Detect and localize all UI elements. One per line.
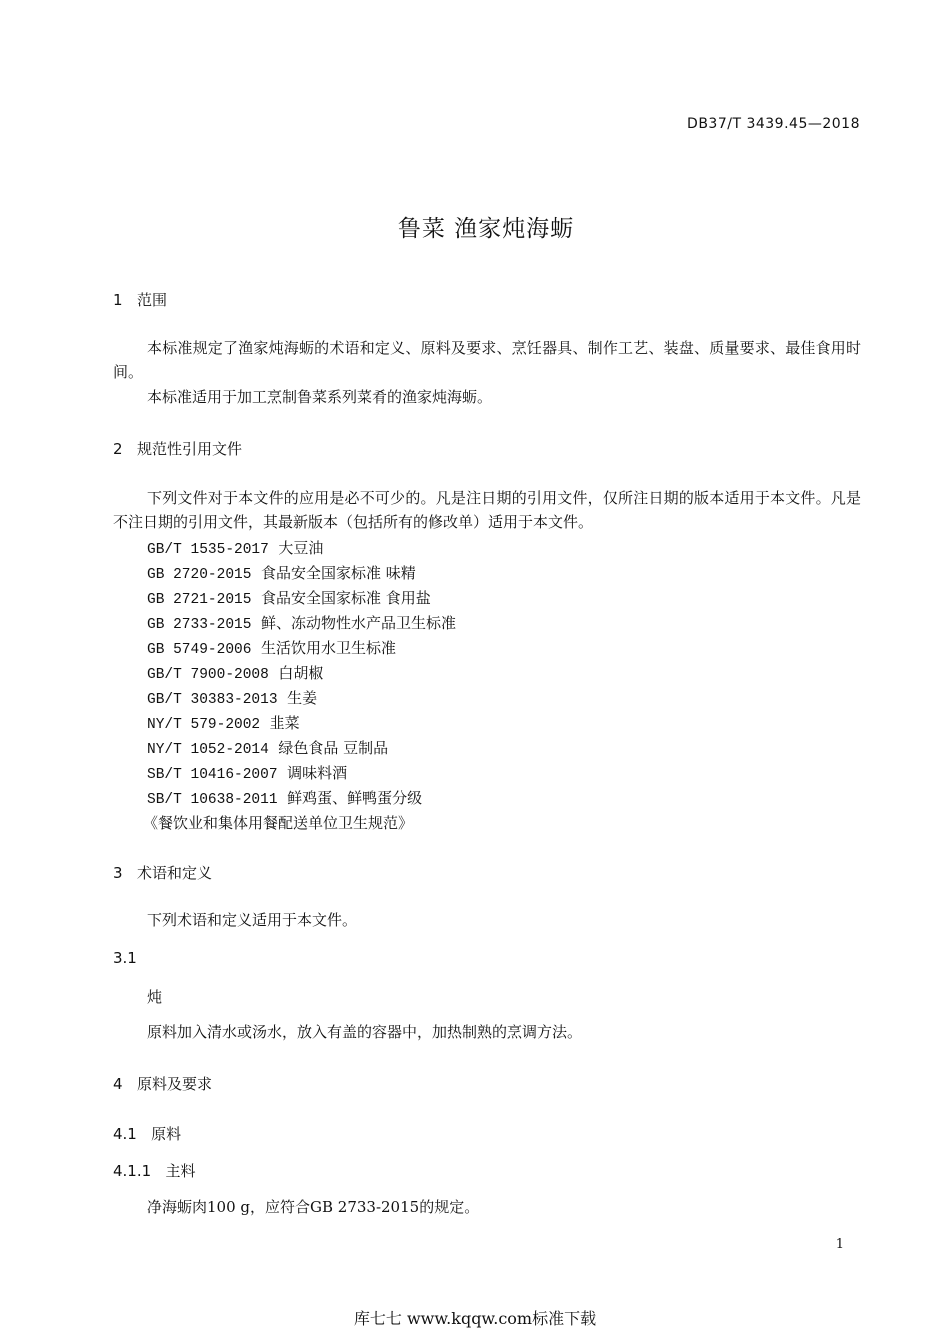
- reference-title: 调味料酒: [287, 764, 348, 782]
- reference-item: [147, 537, 323, 558]
- section-1-paragraph-1: 本标准规定了渔家炖海蛎的术语和定义、原料及要求、烹饪器具、制作工艺、装盘、质量要求、最佳食用时间。: [113, 339, 861, 381]
- document-title: 鲁菜 渔家炖海蛎: [397, 216, 575, 242]
- standard-code: DB37/T 3439.45—2018: [687, 116, 860, 132]
- reference-item: [147, 762, 347, 783]
- subsection-4-1-1-text: 净海蛎肉100 g，应符合GB 2733-2015的规定。: [147, 1198, 480, 1216]
- reference-item: [147, 562, 416, 583]
- reference-code: GB 2733-2015: [147, 617, 252, 633]
- section-3-paragraph-1: 下列术语和定义适用于本文件。: [147, 911, 358, 929]
- reference-item: [147, 637, 396, 658]
- subsection-title: 原料: [151, 1125, 182, 1143]
- reference-code: GB 2720-2015: [147, 567, 252, 583]
- reference-item-extra: 《餐饮业和集体用餐配送单位卫生规范》: [143, 814, 414, 832]
- section-2-paragraph-1: 下列文件对于本文件的应用是必不可少的。凡是注日期的引用文件，仅所注日期的版本适用于本文件。凡是不注日期的引用文件，其最新版本（包括所有的修改单）适用于本文件。: [113, 489, 861, 531]
- section-title: 规范性引用文件: [137, 440, 243, 458]
- section-title: 术语和定义: [137, 864, 213, 882]
- subsection-4-1-1-heading: [113, 1160, 196, 1181]
- reference-item: [147, 687, 317, 708]
- section-number: 4: [113, 1075, 123, 1093]
- term-definition: 原料加入清水或汤水，放入有盖的容器中，加热制熟的烹调方法。: [147, 1023, 583, 1041]
- reference-item: [147, 712, 300, 733]
- reference-code: GB 2721-2015: [147, 592, 252, 608]
- reference-title: 鲜鸡蛋、鲜鸭蛋分级: [287, 789, 423, 807]
- reference-title: 鲜、冻动物性水产品卫生标准: [260, 614, 456, 632]
- section-title: 原料及要求: [137, 1075, 213, 1093]
- page-number: 1: [835, 1237, 844, 1252]
- subsection-4-1-heading: [113, 1123, 181, 1144]
- term-name: 炖: [147, 988, 163, 1006]
- term-number: 3.1: [113, 949, 137, 967]
- reference-code: SB/T 10416-2007: [147, 767, 278, 783]
- section-1-paragraph-2: 本标准适用于加工烹制鲁菜系列菜肴的渔家炖海蛎。: [147, 388, 493, 406]
- reference-item: [147, 662, 323, 683]
- subsection-number: 4.1: [113, 1125, 137, 1143]
- reference-item: [147, 612, 456, 633]
- section-number: 3: [113, 864, 123, 882]
- reference-code: GB/T 7900-2008: [147, 667, 269, 683]
- reference-title: 生活饮用水卫生标准: [260, 639, 396, 657]
- section-4-heading: [113, 1073, 212, 1094]
- subsection-number: 4.1.1: [113, 1162, 152, 1180]
- reference-code: SB/T 10638-2011: [147, 792, 278, 808]
- section-title: 范围: [137, 291, 168, 309]
- reference-title: 食品安全国家标准 味精: [260, 564, 416, 582]
- reference-code: GB/T 30383-2013: [147, 692, 278, 708]
- subsection-title: 主料: [165, 1162, 196, 1180]
- reference-item: [147, 737, 388, 758]
- section-3-heading: [113, 862, 212, 883]
- reference-item: [147, 587, 431, 608]
- reference-item: [147, 787, 422, 808]
- section-2-heading: [113, 438, 242, 459]
- section-1-heading: [113, 289, 167, 310]
- reference-code: GB 5749-2006: [147, 642, 252, 658]
- reference-title: 食品安全国家标准 食用盐: [260, 589, 431, 607]
- reference-code: NY/T 1052-2014: [147, 742, 269, 758]
- section-number: 1: [113, 291, 123, 309]
- footer-text: 库七七 www.kqqw.com标准下载: [353, 1309, 597, 1328]
- section-number: 2: [113, 440, 123, 458]
- reference-code: NY/T 579-2002: [147, 717, 261, 733]
- reference-title: 绿色食品 豆制品: [278, 739, 389, 757]
- reference-title: 韭菜: [269, 714, 300, 732]
- reference-title: 白胡椒: [278, 664, 324, 682]
- reference-title: 大豆油: [278, 539, 324, 557]
- reference-title: 生姜: [287, 689, 318, 707]
- reference-code: GB/T 1535-2017: [147, 542, 269, 558]
